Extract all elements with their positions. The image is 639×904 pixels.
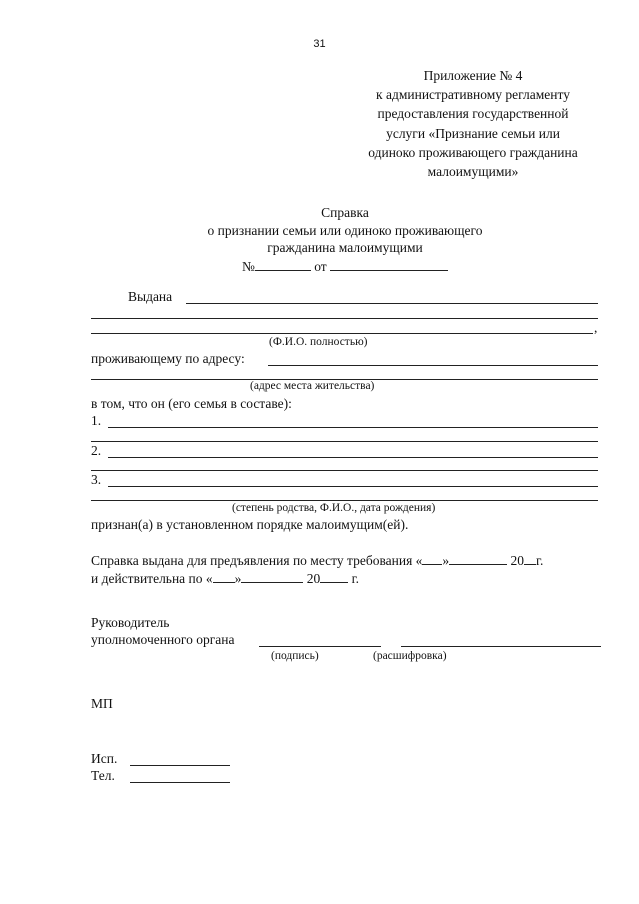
issue-day-field[interactable]: [422, 551, 442, 565]
quote-close: »: [234, 571, 242, 586]
issued-label: Выдана: [128, 289, 173, 304]
valid-month-field[interactable]: [241, 569, 303, 583]
appendix-line: предоставления государственной: [377, 106, 569, 122]
member-number: 3.: [91, 472, 102, 487]
number-prefix: №: [241, 258, 255, 274]
appendix-block: [330, 66, 616, 181]
quote-open: «: [415, 553, 423, 568]
signature-field[interactable]: [259, 646, 381, 647]
member-2-field-line[interactable]: [91, 470, 598, 471]
member-number: 2.: [91, 443, 102, 458]
valid-year-suffix: г.: [351, 571, 360, 586]
appendix-line: малоимущими»: [427, 164, 519, 180]
phone-label: Тел.: [91, 768, 115, 783]
appendix-line: Приложение № 4: [423, 68, 523, 83]
page-number: 31: [313, 38, 326, 50]
quote-open: «: [205, 571, 213, 586]
year-prefix: 20: [510, 553, 525, 568]
residing-label: проживающему по адресу:: [91, 351, 245, 366]
appendix-line: к административному регламенту: [376, 87, 570, 103]
phone-field[interactable]: [130, 782, 230, 783]
head-label: Руководитель: [91, 615, 170, 630]
valid-text: и действительна по: [91, 571, 203, 586]
appendix-line: одиноко проживающего гражданина: [368, 144, 578, 160]
certificate-number-line: [150, 257, 540, 276]
valid-year-field[interactable]: [320, 569, 348, 583]
issue-month-field[interactable]: [449, 551, 507, 565]
fio-caption: (Ф.И.О. полностью): [269, 336, 368, 348]
member-1-field[interactable]: [108, 427, 598, 428]
authority-label: уполномоченного органа: [91, 632, 235, 647]
comma: ,: [594, 320, 598, 335]
stamp-label: МП: [91, 696, 113, 711]
decode-field[interactable]: [401, 646, 601, 647]
issued-to-field[interactable]: [186, 303, 598, 304]
issued-to-field-line[interactable]: [91, 333, 593, 334]
title-heading: Справка: [321, 205, 369, 220]
address-caption: (адрес места жительства): [250, 380, 375, 392]
document-title: [150, 204, 540, 275]
member-2-field[interactable]: [108, 457, 598, 458]
issued-for-text: Справка выдана для предъявления по месту требования: [91, 553, 413, 568]
relation-caption: (степень родства, Ф.И.О., дата рождения): [232, 502, 436, 514]
address-field[interactable]: [268, 365, 598, 366]
number-field[interactable]: [255, 257, 311, 271]
decode-caption: (расшифровка): [373, 650, 447, 662]
appendix-line: услуги «Признание семьи или: [386, 125, 560, 141]
date-prefix: от: [314, 258, 327, 274]
signature-caption: (подпись): [271, 650, 319, 662]
valid-line: [91, 569, 359, 587]
executor-field[interactable]: [130, 765, 230, 766]
family-label: в том, что он (его семья в составе):: [91, 396, 292, 411]
issued-to-field-line[interactable]: [91, 318, 598, 319]
member-1-field-line[interactable]: [91, 441, 598, 442]
date-field[interactable]: [330, 257, 448, 271]
member-number: 1.: [91, 413, 102, 428]
year-suffix: г.: [536, 553, 544, 568]
valid-day-field[interactable]: [213, 569, 235, 583]
issued-for-line: [91, 551, 543, 569]
recognized-text: признан(а) в установленном порядке малоимущим(ей).: [91, 517, 409, 532]
issue-year-field[interactable]: [524, 551, 536, 565]
title-line: гражданина малоимущими: [267, 240, 423, 255]
member-3-field-line[interactable]: [91, 500, 598, 501]
quote-close: »: [442, 553, 450, 568]
member-3-field[interactable]: [108, 486, 598, 487]
year-prefix: 20: [306, 571, 321, 586]
title-line: о признании семьи или одиноко проживающего: [207, 222, 483, 238]
executor-label: Исп.: [91, 751, 118, 766]
